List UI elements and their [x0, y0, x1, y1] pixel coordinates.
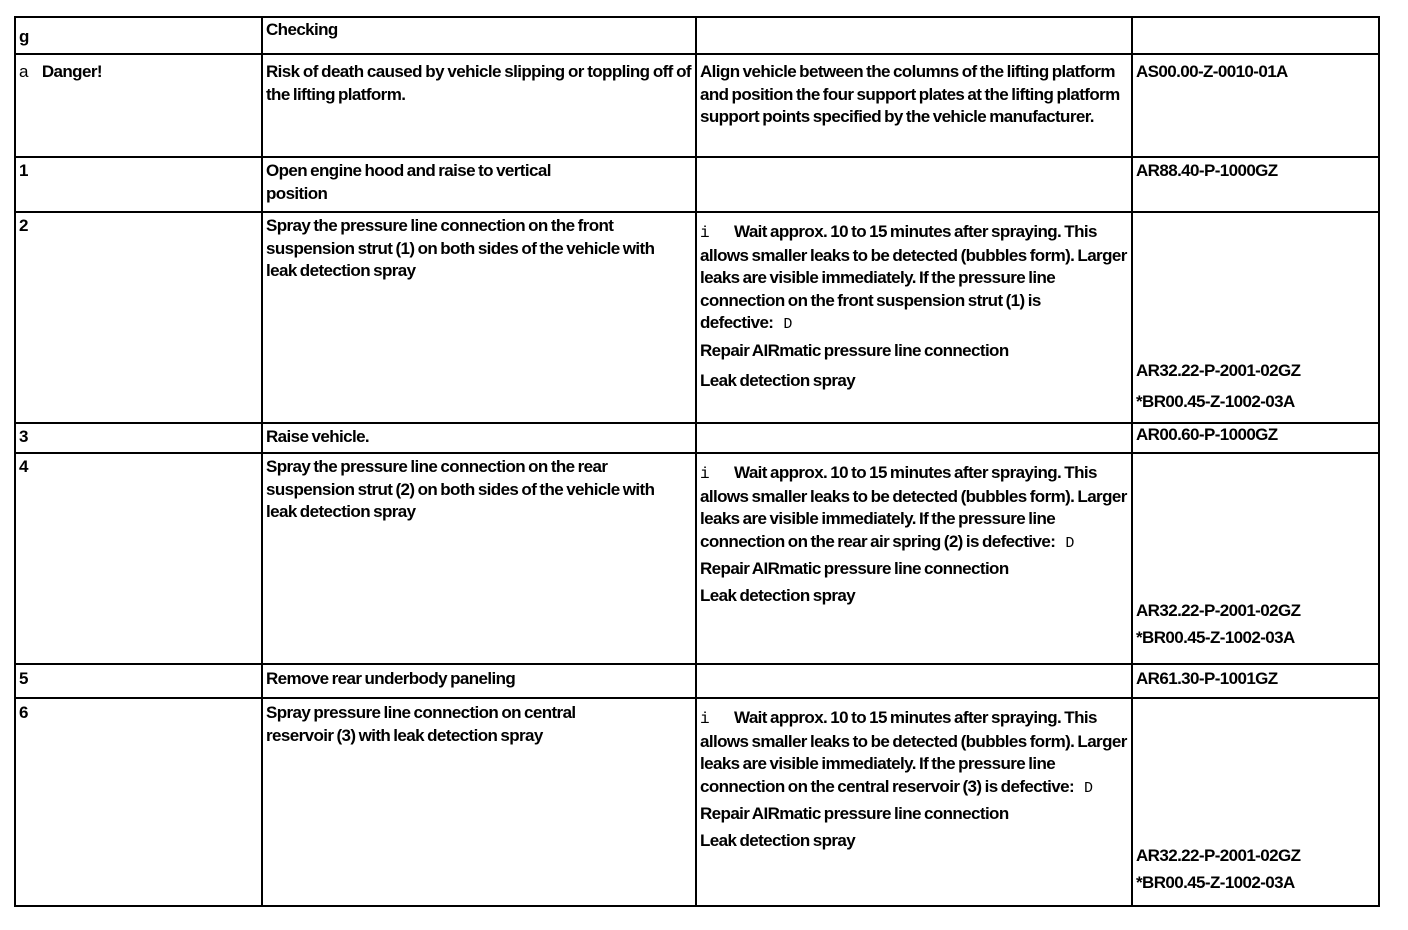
note-block — [700, 700, 1127, 800]
step-action: Spray the pressure line connection on the rear suspension strut (2) on both sides of the vehicle with leak detection spray — [266, 457, 655, 521]
step-row — [15, 453, 1379, 664]
step-action-cell — [262, 698, 696, 906]
step-note-cell — [696, 212, 1132, 423]
info-icon: i — [700, 224, 710, 242]
step-ref: AR88.40-P-1000GZ — [1136, 161, 1278, 180]
step-note-cell — [696, 664, 1132, 698]
sub-action: Repair AIRmatic pressure line connection — [700, 804, 1009, 823]
sub-action: Leak detection spray — [700, 830, 856, 850]
sub-action: Leak detection spray — [700, 371, 856, 390]
step-note-cell — [696, 157, 1132, 212]
step-action: Spray pressure line connection on central reservoir (3) with leak detection spray — [266, 703, 576, 745]
arrow-down-icon: D — [1065, 534, 1074, 552]
step-action: Open engine hood and raise to vertical position — [266, 161, 551, 203]
arrow-down-icon: D — [783, 316, 792, 333]
step-ref: AR00.60-P-1000GZ — [1136, 425, 1278, 444]
sub-ref: *BR00.45-Z-1002-03A — [1136, 391, 1295, 411]
danger-ref-code: AS00.00-Z-0010-01A — [1136, 62, 1288, 81]
step-number-cell — [15, 212, 262, 423]
header-col4 — [1132, 17, 1379, 54]
step-action-cell — [262, 453, 696, 664]
step-number-cell — [15, 698, 262, 906]
note-block — [700, 214, 1127, 337]
sub-ref: *BR00.45-Z-1002-03A — [1136, 627, 1295, 647]
step-row — [15, 157, 1379, 212]
step-number-cell — [15, 157, 262, 212]
step-number: 3 — [19, 427, 28, 446]
sub-ref: AR32.22-P-2001-02GZ — [1136, 846, 1301, 865]
danger-row — [15, 54, 1379, 157]
header-group-label: g — [19, 27, 29, 46]
danger-instruction-text: Align vehicle between the columns of the lifting platform and position the four support plates at the lifting platform support points specified by the vehicle manufacturer. — [700, 62, 1120, 126]
step-ref-cell — [1132, 423, 1379, 453]
header-row — [15, 17, 1379, 54]
procedure-table — [14, 16, 1380, 907]
danger-risk — [262, 54, 696, 157]
note-text: Wait approx. 10 to 15 minutes after spraying. This allows smaller leaks to be detected (bubbles form). Larger leaks are visible immediately. If the pressure line connection on the central reservoir (3) is defective: — [700, 708, 1127, 796]
step-number-cell — [15, 664, 262, 698]
header-col3 — [696, 17, 1132, 54]
step-number: 6 — [19, 703, 28, 722]
note-text: Wait approx. 10 to 15 minutes after spraying. This allows smaller leaks to be detected (bubbles form). Larger leaks are visible immediately. If the pressure line connection on the rear air spring (2) is defective: — [700, 463, 1127, 551]
step-row — [15, 698, 1379, 906]
step-action-cell — [262, 157, 696, 212]
danger-cell — [15, 54, 262, 157]
step-row — [15, 212, 1379, 423]
sub-action: Repair AIRmatic pressure line connection — [700, 340, 1009, 360]
note-block — [700, 455, 1127, 555]
step-number-cell — [15, 453, 262, 664]
sub-ref: AR32.22-P-2001-02GZ — [1136, 601, 1301, 620]
step-note-cell — [696, 698, 1132, 906]
header-col2 — [262, 17, 696, 54]
step-number: 4 — [19, 457, 28, 476]
step-number: 5 — [19, 669, 28, 688]
info-icon: i — [700, 710, 710, 728]
danger-risk-text: Risk of death caused by vehicle slipping or toppling off of the lifting platform. — [266, 62, 691, 104]
danger-label: Danger! — [41, 62, 102, 81]
step-ref-cell — [1132, 212, 1379, 423]
step-number: 1 — [19, 161, 28, 180]
step-action-cell — [262, 664, 696, 698]
sub-ref: *BR00.45-Z-1002-03A — [1136, 872, 1295, 892]
sub-action: Repair AIRmatic pressure line connection — [700, 559, 1009, 578]
header-col1 — [15, 17, 262, 54]
step-ref-cell — [1132, 157, 1379, 212]
step-action-cell — [262, 423, 696, 453]
section-title: Checking — [266, 20, 338, 39]
step-number: 2 — [19, 216, 28, 235]
info-icon: i — [700, 465, 710, 483]
step-note-cell — [696, 423, 1132, 453]
step-action: Spray the pressure line connection on the front suspension strut (1) on both sides of the vehicle with leak detection spray — [266, 216, 655, 280]
step-ref-cell — [1132, 664, 1379, 698]
sub-ref: AR32.22-P-2001-02GZ — [1136, 361, 1301, 380]
danger-instruction — [696, 54, 1132, 157]
step-row — [15, 664, 1379, 698]
step-ref-cell — [1132, 698, 1379, 906]
step-action: Remove rear underbody paneling — [266, 669, 516, 688]
note-text: Wait approx. 10 to 15 minutes after spraying. This allows smaller leaks to be detected (bubbles form). Larger leaks are visible immediately. If the pressure line connection on the front suspension strut (1) is defective: — [700, 222, 1127, 332]
step-action: Raise vehicle. — [266, 427, 370, 446]
step-ref-cell — [1132, 453, 1379, 664]
step-note-cell — [696, 453, 1132, 664]
step-action-cell — [262, 212, 696, 423]
sub-action: Leak detection spray — [700, 585, 856, 605]
step-ref: AR61.30-P-1001GZ — [1136, 669, 1278, 688]
danger-marker: a — [19, 62, 28, 81]
danger-ref — [1132, 54, 1379, 157]
arrow-down-icon: D — [1084, 779, 1093, 797]
step-row — [15, 423, 1379, 453]
step-number-cell — [15, 423, 262, 453]
